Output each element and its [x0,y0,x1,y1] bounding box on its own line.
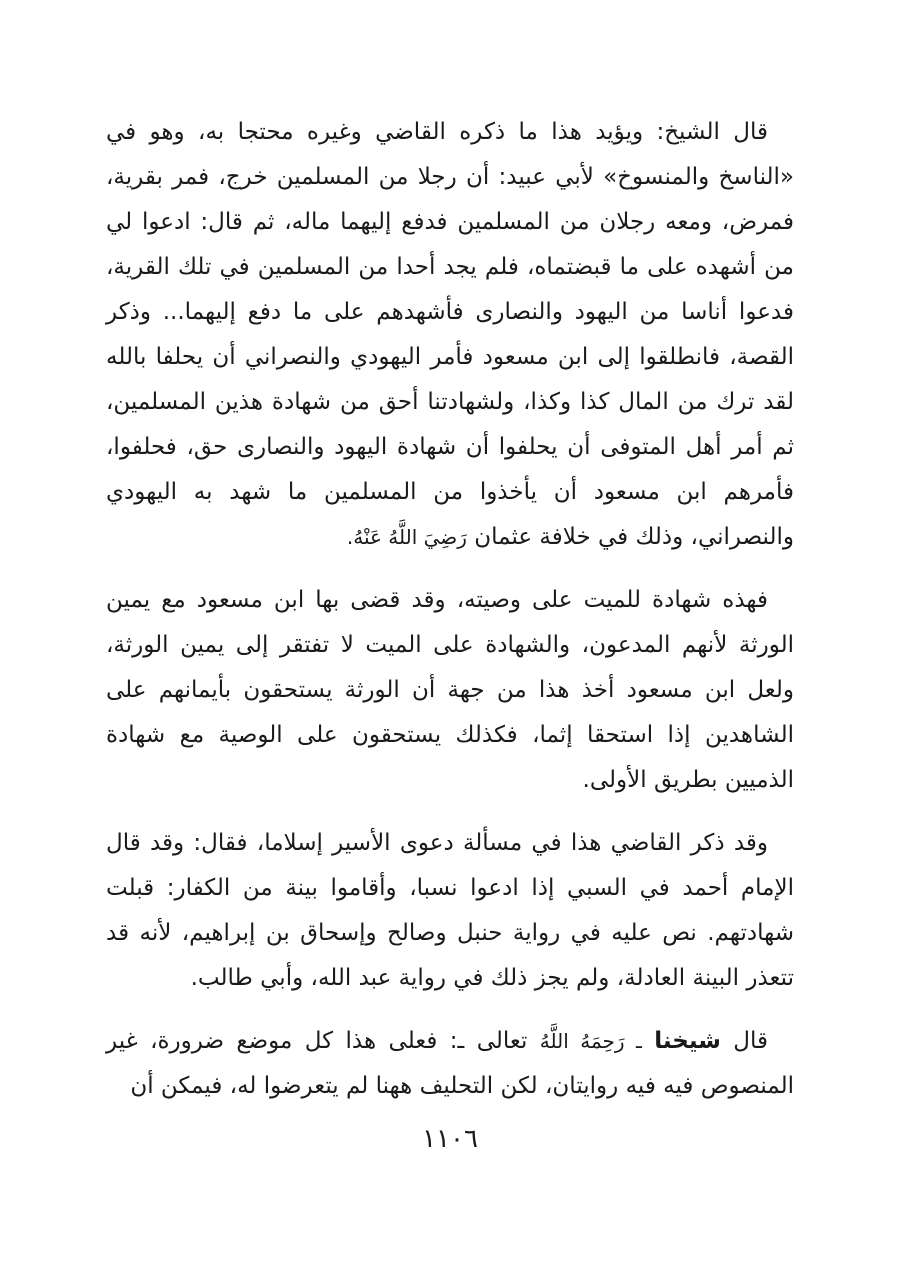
page-body [106,110,794,1127]
honorific-rahimahullah: ـ رَحِمَهُ اللَّهُ [539,1029,642,1053]
paragraph-2-text: فهذه شهادة للميت على وصيته، وقد قضى بها ابن مسعود مع يمين الورثة لأنهم المدعون، والشهادة على الميت لا تفتقر إلى يمين الورثة، ولعل ابن مسعود أخذ هذا من جهة أن الورثة يستحقون بأيمانهم على الشاهدين إذا استحقا إثما، فكذلك يستحقون على الوصية مع شهادة الذميين بطريق الأولى. [106,587,794,793]
paragraph-3 [106,821,794,1001]
paragraph-3-text: وقد ذكر القاضي هذا في مسألة دعوى الأسير إسلاما، فقال: وقد قال الإمام أحمد في السبي إذا ادعوا نسبا، وأقاموا بينة من الكفار: قبلت شهادتهم. نص عليه في رواية حنبل وصالح وإسحاق بن إبراهيم، لأنه قد تتعذر البينة العادلة، ولم يجز ذلك في رواية عبد الله، وأبي طالب. [106,830,794,991]
paragraph-4-bold-term: شيخنا [654,1028,721,1054]
paragraph-4 [106,1019,794,1109]
paragraph-4-text: تعالى ـ: فعلى هذا كل موضع ضرورة، غير المنصوص فيه فيه روايتان، لكن التحليف ههنا لم يتعرضوا له، فيمكن أن [106,1028,794,1099]
page-number: ١١٠٦ [422,1124,478,1154]
paragraph-2 [106,578,794,803]
paragraph-4-lead: قال [733,1028,768,1054]
paragraph-1-text: قال الشيخ: ويؤيد هذا ما ذكره القاضي وغيره محتجا به، وهو في «الناسخ والمنسوخ» لأبي عبيد: أن رجلا من المسلمين خرج، فمر بقرية، فمرض، ومعه رجلان من المسلمين فدفع إليهما ماله، ثم قال: ادعوا لي من أشهده على ما قبضتماه، فلم يجد أحدا من المسلمين في تلك القرية، فدعوا أناسا من اليهود والنصارى فأشهدهم على ما دفع إليهما... وذكر القصة، فانطلقوا إلى ابن مسعود فأمر اليهودي والنصراني أن يحلفا بالله لقد ترك من المال كذا وكذا، ولشهادتنا أحق من شهادة هذين المسلمين، ثم أمر أهل المتوفى أن يحلفوا أن شهادة اليهود والنصارى حق، فحلفوا، فأمرهم ابن مسعود أن يأخذوا من المسلمين ما شهد به اليهودي والنصراني، وذلك في خلافة عثمان [106,119,794,550]
honorific-radiallahu-anhu: رَضِيَ اللَّهُ عَنْهُ. [346,525,467,549]
paragraph-1 [106,110,794,560]
